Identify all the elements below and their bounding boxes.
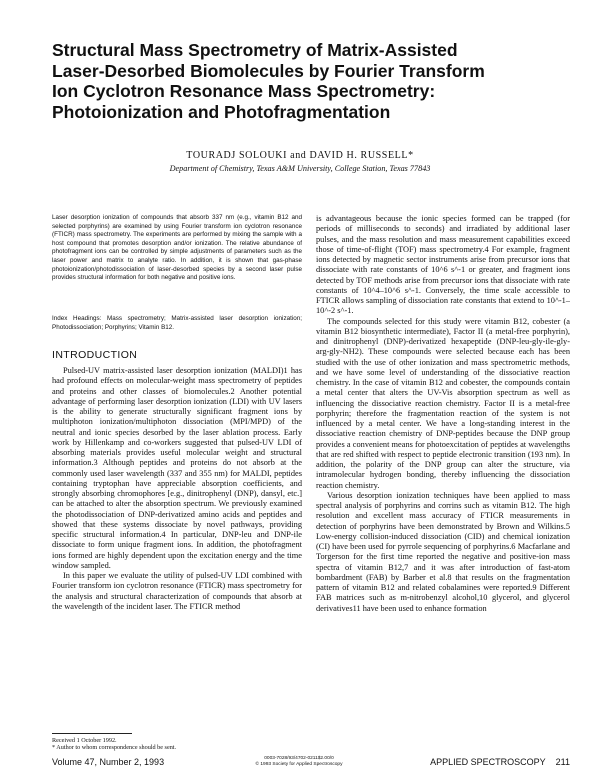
body-paragraph: is advantageous because the ionic species formed can be trapped (for periods of milliseconds to seconds) and irradiated by additional laser pulses, and the mass resolution and mass measurement capabilities exceed those of time-of-flight (TOF) mass spectrometry.4 For example, fragment ions detected by magnetic sector instruments arise from precursor ions that dissociate with rate constants of 10^6 s^-1 or greater, and fragment ions detected by TOF methods arise from precursor ions that dissociate with rate constants of 10^4–10^6 s^-1. Conversely, the time scale accessible to FTICR allows sampling of dissociation rate constants that extend to 10^-1–10^-2 s^-1. xyxy=(316,214,570,316)
footer-volume: Volume 47, Number 2, 1993 xyxy=(52,757,165,767)
title-line: Ion Cyclotron Resonance Mass Spectrometry: xyxy=(52,81,436,101)
index-headings: Index Headings: Mass spectrometry; Matrix-assisted laser desorption ionization; Photodissociation; Porphyrins; Vitamin B12. xyxy=(52,315,302,331)
right-column xyxy=(316,214,570,746)
body-paragraph: In this paper we evaluate the utility of pulsed-UV LDI combined with Fourier transform ion cyclotron resonance (FTICR) mass spectrometry for the analysis and structural characterization of compounds that absorb at the wavelength of the incident laser. The FTICR method xyxy=(52,571,302,611)
body-paragraph: The compounds selected for this study were vitamin B12, cobester (a vitamin B12 biosynthetic intermediate), Factor II (a metal-free porphyrin), and dinitrophenyl (DNP)-derivatized hexapeptide (DNP-leu-gly-ile-gly-arg-gly-NH2). These compounds were selected because each has been studied with the use of other ionization and mass spectrometric methods, and we have some level of understanding of the dissociative reaction chemistry. In the case of vitamin B12 and cobester, the compounds contain a metal center that alters the UV-Vis absorption spectrum as well as influencing the dissociative reaction chemistry. Factor II is a metal-free porphyrin; therefore the fragmentation reaction of the system is not influenced by a metal center. We have a long-standing interest in the dissociative reaction chemistry of DNP-peptides because the DNP group provides a convenient means for photoexcitation of peptides at wavelengths that are red shifted with respect to peptide electronic transition (193 nm). In addition, the polarity of the DNP group can alter the structure, via intramolecular hydrogen bonding, thereby influencing the dissociation reaction chemistry. xyxy=(316,316,570,490)
footnote-rule xyxy=(52,733,132,734)
author-line: TOURADJ SOLOUKI and DAVID H. RUSSELL* xyxy=(186,150,414,161)
page-number: 211 xyxy=(555,757,570,767)
body-paragraph: Pulsed-UV matrix-assisted laser desorption ionization (MALDI)1 has had profound effects on molecular-weight mass spectrometry of peptides and proteins and other classes of biomolecules.2 Another potential advantage of performing laser desorption ionization (LDI) with UV lasers is the ability to generate structurally significant fragment ions by multiphoton ionization/multiphoton dissociation (MPI/MPD) of the neutral and ionic species desorbed by the laser ablation process. Early work by Hillenkamp and co-workers suggested that pulsed-UV LDI of absorbing materials provides useful molecular weight and structural information.3 Although peptides and proteins do not absorb at the commonly used laser wavelength (337 and 355 nm) for MALDI, peptides containing tryptophan have appreciable absorption coefficients, and strongly absorbing chromophores [e.g., dinitrophenyl (DNP), dansyl, etc.] can be attached to alter the absorption spectrum. We previously examined the photodissociation of DNP-derivatized amino acids and peptides and showed that these systems dissociate by novel pathways, providing specific structural information.4 In particular, DNP-leu and DNP-ile dissociate to form unique fragment ions. In addition, the photofragment ions formed are highly dependent upon the excitation energy and the time window sampled. xyxy=(52,366,302,570)
footer-society: © 1993 Society for Applied Spectroscopy xyxy=(255,762,343,767)
title-line: Structural Mass Spectrometry of Matrix-Assisted xyxy=(52,40,458,60)
title-line: Photoionization and Photofragmentation xyxy=(52,101,391,122)
affiliation: Department of Chemistry, Texas A&M University, College Station, Texas 77843 xyxy=(169,164,431,173)
footer-journal xyxy=(398,757,570,767)
body-paragraph: Various desorption ionization techniques have been applied to mass spectral analysis of porphyrins and corrins such as vitamin B12. The high resolution and excellent mass accuracy of FTICR measurements in detection of porphyrins have been demonstrated by Brown and Wilkins.5 Low-energy collision-induced dissociation (CID) and chemical ionization (CI) have been used for pyrrole sequencing of porphyrins.6 Macfarlane and Torgerson for the first time reported the negative and positive-ion mass spectra of vitamin B12,7 and it was after introduction of fast-atom bombardment (FAB) by Barber et al.8 that results on the fragmentation pattern of vitamin B12 and related cobalamines were reported.9 Different FAB matrices such as m-nitrobenzyl alcohol,10 glycerol, and glycerol derivatives11 have been used to enhance formation xyxy=(316,490,570,613)
left-column xyxy=(52,366,302,736)
footer-issn: 0003-7028/93/4702-0211$2.00/0 xyxy=(264,756,334,761)
footnote-received: Received 1 October 1992. xyxy=(52,737,117,744)
journal-name: APPLIED SPECTROSCOPY xyxy=(430,757,546,767)
footer-copyright xyxy=(234,756,364,768)
article-title xyxy=(52,40,552,122)
footnote-correspondence: * Author to whom correspondence should be sent. xyxy=(52,744,177,751)
section-heading: INTRODUCTION xyxy=(52,349,138,361)
abstract: Laser desorption ionization of compounds that absorb 337 nm (e.g., vitamin B12 and selected porphyrins) are examined by using Fourier transform ion cyclotron resonance (FTICR) mass spectrometry. The experiments are performed by mixing the sample with a host compound that promotes desorption and/or ionization. The relative abundance of photofragment ions can be controlled by simple adjustments of parameters such as the laser power and matrix to analyte ratio. In addition, it is shown that gas-phase photoionization/photodissociation of laser-desorbed species by a second laser pulse provides structural information for both negative and positive ions. xyxy=(52,214,302,282)
title-line: Laser-Desorbed Biomolecules by Fourier Transform xyxy=(52,60,485,81)
